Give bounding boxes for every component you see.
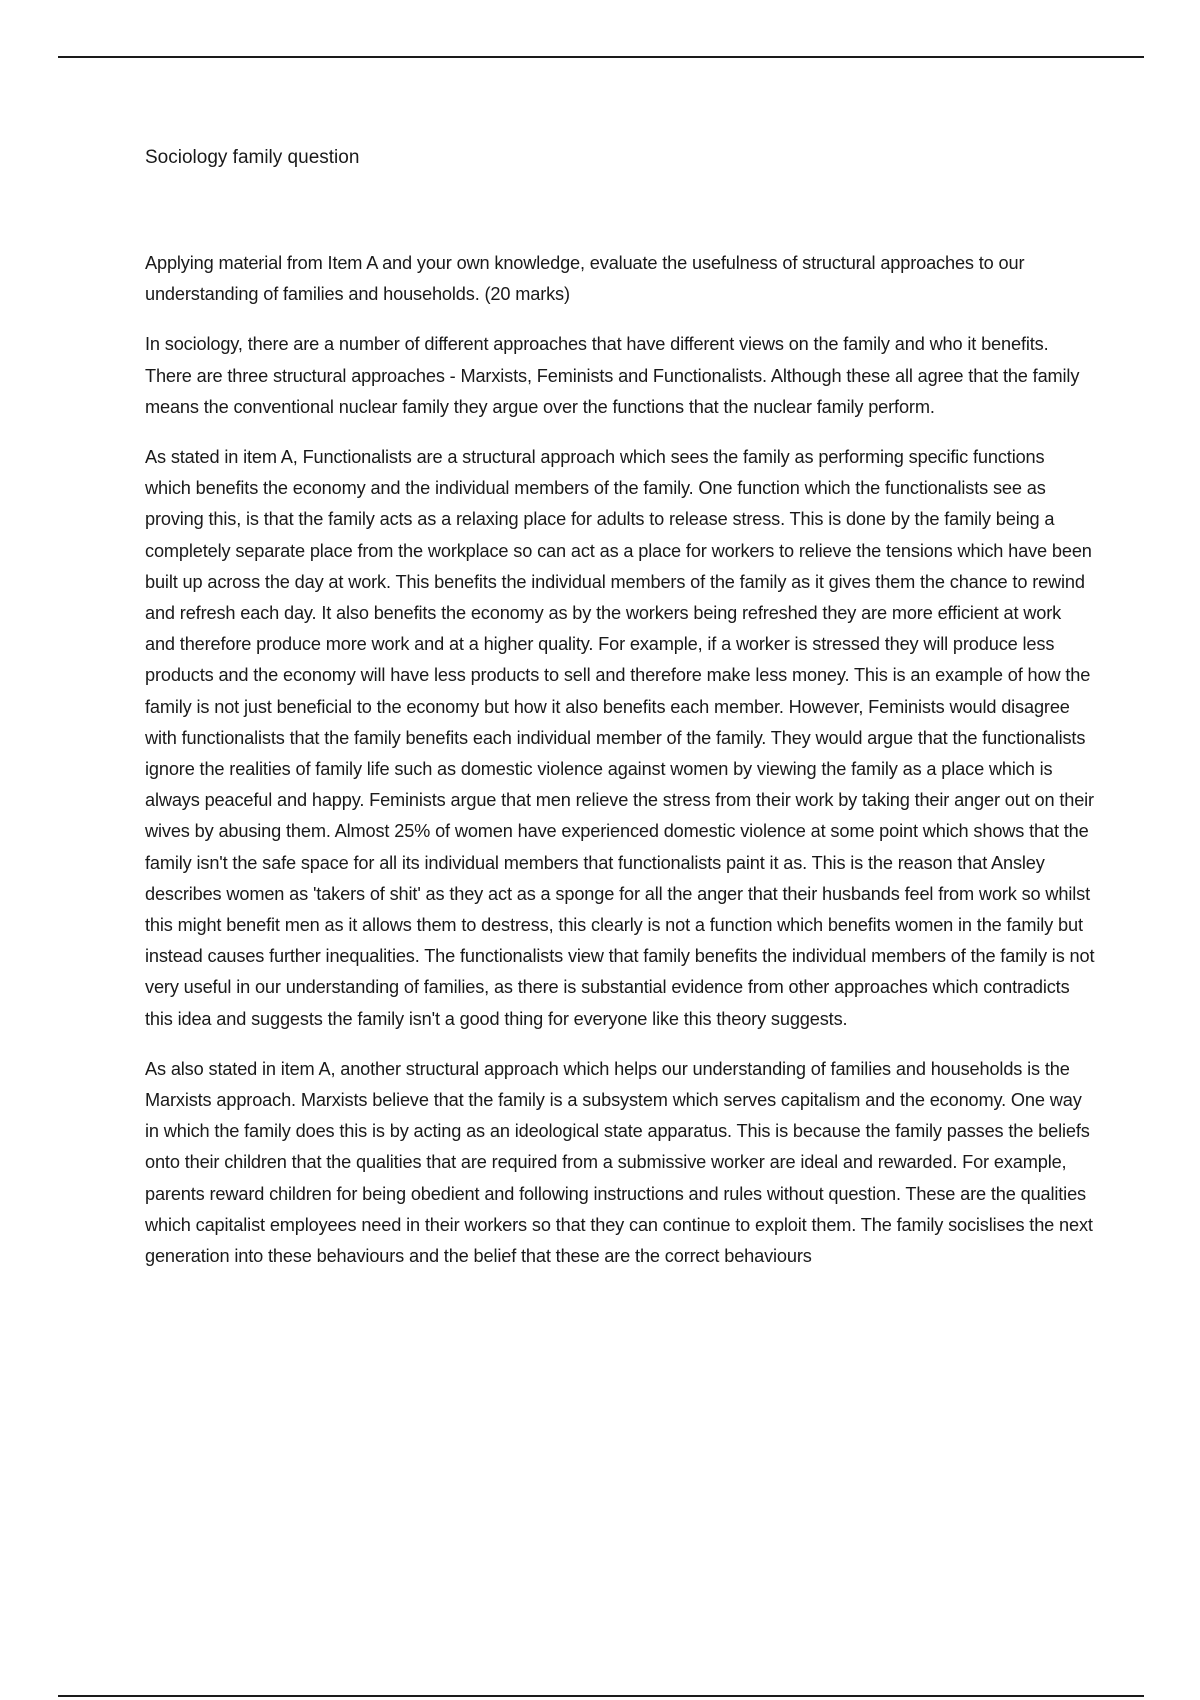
intro-paragraph: In sociology, there are a number of different approaches that have different views on the family and who it benefits. There are three structural approaches - Marxists, Feminists and Functionalists. Although these all agree that the family means the conventional nuclear family they argue over the functions that the nuclear family perform. [145, 334, 1080, 417]
marxists-paragraph: As also stated in item A, another structural approach which helps our understanding of families and households is the Marxists approach. Marxists believe that the family is a subsystem which serves capitalism and the economy. One way in which the family does this is by acting as an ideological state apparatus. This is because the family passes the beliefs onto their children that the qualities that are required from a submissive worker are ideal and rewarded. For example, parents reward children for being obedient and following instructions and rules without question. These are the qualities which capitalist employees need in their workers so that they can continue to exploit them. The family socislises the next generation into these behaviours and the belief that these are the correct behaviours [145, 1058, 1093, 1267]
page-title: Sociology family question [145, 147, 360, 168]
functionalists-paragraph: As stated in item A, Functionalists are a structural approach which sees the family as performing specific functions which benefits the economy and the individual members of the family. One function which the functionalists see as proving this, is that the family acts as a relaxing place for adults to release stress. This is done by the family being a completely separate place from the workplace so can act as a place for workers to relieve the tensions which have been built up across the day at work. This benefits the individual members of the family as it gives them the chance to rewind and refresh each day. It also benefits the economy as by the workers being refreshed they are more efficient at work and therefore produce more work and at a higher quality. For example, if a worker is stressed they will produce less products and the economy will have less products to sell and therefore make less money. This is an example of how the family is not just beneficial to the economy but how it also benefits each member. However, Feminists would disagree with functionalists that the family benefits each individual member of the family. They would argue that the functionalists ignore the realities of family life such as domestic violence against women by viewing the family as a place which is always peaceful and happy. Feminists argue that men relieve the stress from their work by taking their anger out on their wives by abusing them. Almost 25% of women have experienced domestic violence at some point which shows that the family isn't the safe space for all its individual members that functionalists paint it as. This is the reason that Ansley describes women as 'takers of shit' as they act as a sponge for all the anger that their husbands feel from work so whilst this might benefit men as it allows them to destress, this clearly is not a function which benefits women in the family but instead causes further inequalities. The functionalists view that family benefits the individual members of the family is not very useful in our understanding of families, as there is substantial evidence from other approaches which contradicts this idea and suggests the family isn't a good thing for everyone like this theory suggests. [145, 447, 1095, 1029]
question-paragraph: Applying material from Item A and your own knowledge, evaluate the usefulness of structural approaches to our understanding of families and households. (20 marks) [145, 253, 1025, 305]
document-body [145, 248, 1095, 1291]
footer-rule [58, 1695, 1144, 1697]
header-rule [58, 56, 1144, 58]
